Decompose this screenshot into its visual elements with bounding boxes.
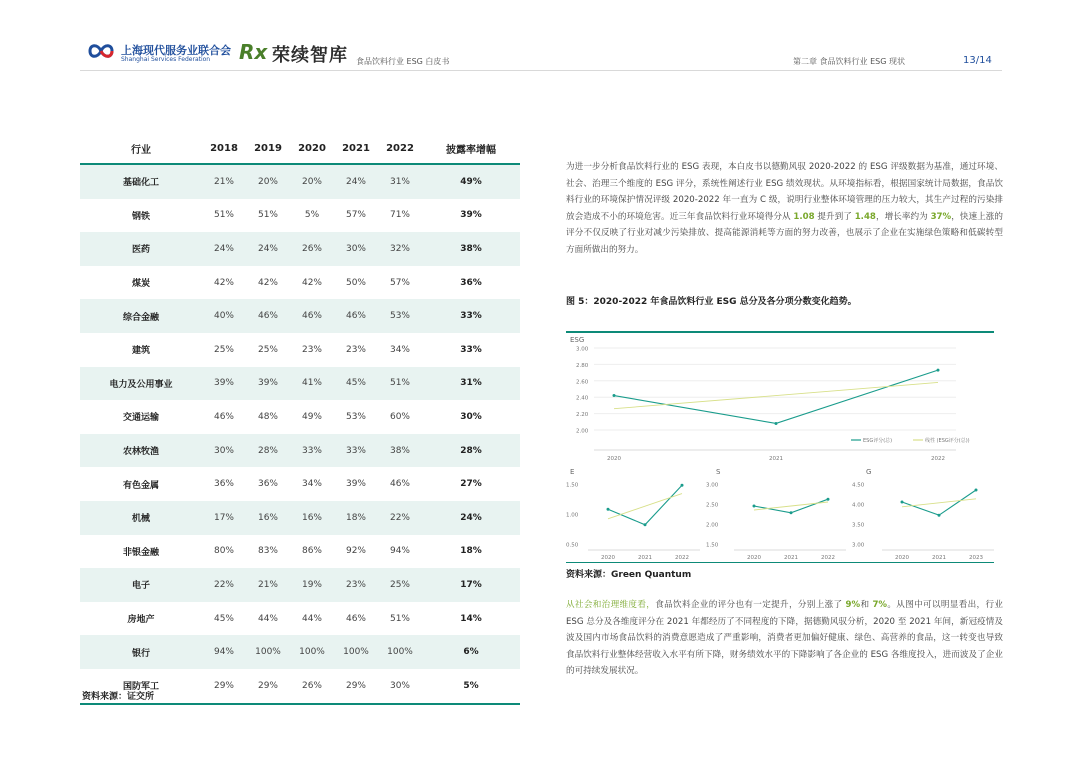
chart-0-y-tick-label: 2.80 — [576, 362, 589, 369]
industry-name: 电力及公用事业 — [80, 367, 202, 401]
disclosure-rate: 26% — [290, 232, 334, 266]
disclosure-rate: 94% — [389, 546, 410, 557]
disclosure-rate: 51% — [378, 367, 422, 401]
disclosure-increase: 39% — [460, 210, 482, 221]
disclosure-increase: 38% — [422, 232, 520, 266]
table-row — [80, 266, 520, 300]
p2-text-c: 。从图中可以明显看出，行业 ESG 总分及各维度评分在 2021 年都经历了不同程度的下降，据德勤风驭分析，2020 至 2021 年间，新冠疫情及波及国内市场食品饮料的消费意愿造成了严重影响，消费者更加偏好健康、绿色、高营养的食品，这一转变也导致食品饮料行业整体经营收入水平有所下降，财务绩效水平的下降影响了各企业的 ESG 各维度投入，进而波及了企业的可持续发展状况。 — [566, 600, 1003, 677]
chart-1-series-0-line — [608, 485, 682, 525]
chart-3-y-axis-label: G — [866, 468, 872, 476]
chart-1-y-axis-label: E — [570, 468, 575, 476]
chart-2-y-tick-label: 2.00 — [706, 522, 719, 529]
disclosure-increase: 31% — [422, 367, 520, 401]
esg-trend-charts — [566, 334, 994, 562]
figure-top-rule — [566, 331, 994, 333]
disclosure-rate: 40% — [202, 299, 246, 333]
industry-name: 煤炭 — [131, 279, 150, 290]
disclosure-rate: 42% — [213, 277, 234, 288]
p1-text-b: 提升到了 — [814, 211, 855, 222]
disclosure-rate: 51% — [257, 210, 278, 221]
disclosure-increase: 33% — [460, 344, 482, 355]
disclosure-rate: 51% — [389, 613, 410, 624]
disclosure-increase: 18% — [460, 546, 482, 557]
disclosure-increase: 28% — [422, 434, 520, 468]
chart-1-y-tick-label: 0.50 — [566, 542, 579, 549]
chart-2-x-tick-label: 2020 — [747, 555, 761, 561]
table-row — [80, 164, 520, 199]
page-number: 13/14 — [963, 55, 992, 66]
chart-0-y-tick-label: 2.20 — [576, 412, 589, 419]
disclosure-rate: 42% — [257, 277, 278, 288]
disclosure-rate: 71% — [389, 210, 410, 221]
table-header-4: 2021 — [334, 133, 378, 164]
disclosure-rate: 42% — [301, 277, 322, 288]
table-row — [80, 367, 520, 401]
disclosure-rate: 44% — [301, 613, 322, 624]
disclosure-rate: 46% — [213, 411, 234, 422]
chart-0-data-point — [937, 369, 940, 372]
disclosure-rate: 33% — [334, 434, 378, 468]
disclosure-increase: 33% — [422, 299, 520, 333]
disclosure-rate: 25% — [257, 344, 278, 355]
disclosure-rate: 22% — [202, 568, 246, 602]
table-row — [80, 199, 520, 233]
chart-3-x-tick-label: 2021 — [932, 555, 946, 561]
industry-name: 有色金属 — [122, 480, 159, 491]
chart-0-x-tick-label: 2020 — [607, 456, 621, 462]
chart-legend-label: 线性 (ESG评分(总)) — [925, 438, 970, 444]
disclosure-rate: 21% — [246, 568, 290, 602]
header-divider — [80, 70, 1002, 71]
disclosure-rate: 18% — [334, 501, 378, 535]
industry-name: 农林牧渔 — [80, 434, 202, 468]
disclosure-rate: 53% — [345, 411, 366, 422]
industry-name: 非银金融 — [122, 547, 159, 558]
disclosure-rate: 92% — [345, 546, 366, 557]
table-header-3: 2020 — [290, 133, 334, 164]
disclosure-increase: 5% — [422, 669, 520, 704]
chart-0-y-axis-label: ESG — [570, 336, 585, 344]
chart-2-x-tick-label: 2021 — [784, 555, 798, 561]
industry-name: 医药 — [80, 232, 202, 266]
table-row — [80, 434, 520, 468]
industry-name: 电子 — [80, 568, 202, 602]
chart-2-y-tick-label: 2.50 — [706, 502, 719, 509]
disclosure-rate: 100% — [246, 635, 290, 669]
chart-2-series-1-line — [754, 502, 828, 510]
org-name-en: Shanghai Services Federation — [121, 56, 211, 63]
paragraph-environment — [566, 159, 1003, 259]
chart-0-y-tick-label: 2.00 — [576, 428, 589, 435]
disclosure-rate: 34% — [389, 344, 410, 355]
table-row — [80, 232, 520, 266]
p1-text-a: 为进一步分析食品饮料行业的 ESG 表现，本白皮书以德勤风驭 2020-2022 的 ESG 评级数据为基准，通过环境、社会、治理三个维度的 ESG 评分，系统性阐述行业 ESG 绩效现状。从环境指标看，根据国家统计局数据，食品饮料行业的环境保护情况评级 2020-2022 年一直为 C 级，说明行业整体环境管理的压力较大，其生产过程的污染排放会造成不小的环境危害。近三年食品饮料行业环境得分从 — [566, 162, 1003, 222]
shanghai-services-federation-logo-icon — [86, 40, 116, 62]
disclosure-rate: 30% — [334, 232, 378, 266]
disclosure-rate: 24% — [246, 232, 290, 266]
chart-3-series-1-line — [902, 499, 976, 507]
disclosure-rate: 46% — [345, 613, 366, 624]
p2-text-a: 食品饮料企业的评分也有一定提升，分别上涨了 — [655, 600, 846, 610]
table-header-1: 2018 — [202, 133, 246, 164]
disclosure-rate: 39% — [202, 367, 246, 401]
chart-3-y-tick-label: 4.00 — [852, 502, 865, 509]
disclosure-rate: 29% — [246, 669, 290, 704]
chart-1-data-point — [607, 508, 610, 511]
disclosure-rate: 24% — [202, 232, 246, 266]
disclosure-rate: 26% — [290, 669, 334, 704]
disclosure-rate: 23% — [345, 344, 366, 355]
disclosure-rate: 20% — [290, 164, 334, 199]
table-header-0: 行业 — [80, 133, 202, 164]
chart-1-y-tick-label: 1.00 — [566, 512, 579, 519]
p2-text-b: 和 — [860, 600, 873, 610]
table-row — [80, 501, 520, 535]
disclosure-rate: 28% — [246, 434, 290, 468]
chart-2-y-axis-label: S — [716, 468, 721, 476]
chart-3-x-tick-label: 2020 — [895, 555, 909, 561]
industry-name: 建筑 — [131, 346, 150, 357]
chart-1-y-tick-label: 1.50 — [566, 482, 579, 489]
chart-2-x-tick-label: 2022 — [821, 555, 835, 561]
disclosure-rate: 49% — [301, 411, 322, 422]
p1-text-d: ，快速上涨的评分不仅反映了行业对减少污染排放、提高能源消耗等方面的努力改善，也展示了企业在实施绿色策略和低碳转型方面所做出的努力。 — [566, 211, 1003, 255]
table-row — [80, 400, 520, 434]
chart-0-x-tick-label: 2022 — [931, 456, 945, 462]
disclosure-rate: 46% — [246, 299, 290, 333]
figure-bottom-rule — [566, 562, 994, 563]
chart-3-x-tick-label: 2023 — [969, 555, 983, 561]
industry-name: 机械 — [80, 501, 202, 535]
disclosure-rate: 16% — [246, 501, 290, 535]
disclosure-rate: 29% — [334, 669, 378, 704]
disclosure-rate: 46% — [290, 299, 334, 333]
chart-0-data-point — [613, 394, 616, 397]
table-row — [80, 635, 520, 669]
disclosure-rate: 57% — [345, 210, 366, 221]
chart-1-x-tick-label: 2021 — [638, 555, 652, 561]
disclosure-rate: 50% — [345, 277, 366, 288]
chart-2-data-point — [790, 511, 793, 514]
disclosure-rate: 20% — [246, 164, 290, 199]
disclosure-rate: 25% — [378, 568, 422, 602]
disclosure-rate: 31% — [378, 164, 422, 199]
disclosure-increase: 14% — [460, 613, 482, 624]
chart-3-y-tick-label: 3.50 — [852, 522, 865, 529]
table-header-2: 2019 — [246, 133, 290, 164]
disclosure-rate: 44% — [257, 613, 278, 624]
chart-0-y-tick-label: 3.00 — [576, 346, 589, 353]
disclosure-rate: 25% — [213, 344, 234, 355]
chart-1-data-point — [681, 484, 684, 487]
disclosure-rate: 100% — [290, 635, 334, 669]
industry-name: 交通运输 — [122, 413, 159, 424]
industry-name: 国防军工 — [80, 669, 202, 704]
disclosure-rate: 100% — [334, 635, 378, 669]
disclosure-rate: 19% — [290, 568, 334, 602]
disclosure-rate: 36% — [213, 479, 234, 490]
chart-3-data-point — [938, 514, 941, 517]
industry-name: 综合金融 — [80, 299, 202, 333]
table-row — [80, 299, 520, 333]
industry-name: 基础化工 — [80, 164, 202, 199]
disclosure-increase: 49% — [422, 164, 520, 199]
disclosure-rate: 86% — [301, 546, 322, 557]
chart-0-series-1-line — [614, 382, 938, 408]
disclosure-rate: 51% — [213, 210, 234, 221]
disclosure-rate: 39% — [246, 367, 290, 401]
table-header-5: 2022 — [378, 133, 422, 164]
chart-3-y-tick-label: 3.00 — [852, 542, 865, 549]
table-source: 资料来源：证交所 — [82, 692, 155, 702]
disclosure-rate: 16% — [290, 501, 334, 535]
disclosure-rate: 22% — [378, 501, 422, 535]
disclosure-rate: 45% — [213, 613, 234, 624]
disclosure-rate: 94% — [202, 635, 246, 669]
disclosure-rate: 48% — [257, 411, 278, 422]
p2-lead: 从社会和治理维度看， — [566, 600, 656, 610]
chart-1-x-tick-label: 2020 — [601, 555, 615, 561]
figure-title: 图 5：2020-2022 年食品饮料行业 ESG 总分及各分项分数变化趋势。 — [566, 297, 857, 307]
chart-3-data-point — [975, 489, 978, 492]
disclosure-increase: 24% — [422, 501, 520, 535]
table-row — [80, 467, 520, 501]
chapter-title: 第二章 食品饮料行业 ESG 现状 — [793, 57, 905, 66]
chart-0-y-tick-label: 2.40 — [576, 395, 589, 402]
disclosure-increase: 6% — [422, 635, 520, 669]
disclosure-rate: 45% — [334, 367, 378, 401]
disclosure-rate: 17% — [202, 501, 246, 535]
p1-value-start: 1.08 — [793, 211, 815, 222]
disclosure-rate: 39% — [345, 479, 366, 490]
disclosure-increase: 17% — [422, 568, 520, 602]
chart-3-y-tick-label: 4.50 — [852, 482, 865, 489]
disclosure-increase: 27% — [460, 479, 482, 490]
figure-source: 资料来源：Green Quantum — [566, 570, 692, 580]
disclosure-rate: 34% — [301, 479, 322, 490]
chart-2-data-point — [827, 498, 830, 501]
disclosure-rate: 30% — [202, 434, 246, 468]
brand-logo-mark-text: Rx — [239, 40, 268, 64]
chart-2-y-tick-label: 1.50 — [706, 542, 719, 549]
p1-value-end: 1.48 — [854, 211, 876, 222]
p1-growth-rate: 37% — [930, 211, 952, 222]
disclosure-rate: 21% — [202, 164, 246, 199]
chart-3-data-point — [901, 501, 904, 504]
disclosure-rate: 38% — [378, 434, 422, 468]
disclosure-rate: 33% — [290, 434, 334, 468]
org-name-cn: 上海现代服务业联合会 — [121, 44, 231, 57]
disclosure-rate: 23% — [301, 344, 322, 355]
disclosure-rate: 41% — [290, 367, 334, 401]
disclosure-rate: 5% — [304, 210, 320, 221]
industry-name: 房地产 — [127, 615, 155, 626]
p2-social-rise: 9% — [845, 600, 861, 610]
disclosure-rate: 24% — [334, 164, 378, 199]
disclosure-rate: 53% — [378, 299, 422, 333]
brand-name: 荣续智库 — [272, 45, 348, 66]
disclosure-rate: 83% — [257, 546, 278, 557]
disclosure-increase: 36% — [460, 277, 482, 288]
disclosure-rate: 23% — [334, 568, 378, 602]
table-row — [80, 602, 520, 636]
chart-1-x-tick-label: 2022 — [675, 555, 689, 561]
industry-disclosure-table — [80, 133, 520, 705]
paragraph-social-governance — [566, 597, 1003, 680]
table-row — [80, 568, 520, 602]
disclosure-rate: 32% — [378, 232, 422, 266]
industry-name: 钢铁 — [131, 211, 150, 222]
disclosure-rate: 100% — [378, 635, 422, 669]
disclosure-rate: 30% — [378, 669, 422, 704]
disclosure-rate: 46% — [389, 479, 410, 490]
chart-2-data-point — [753, 505, 756, 508]
chart-0-x-tick-label: 2021 — [769, 456, 783, 462]
disclosure-rate: 46% — [334, 299, 378, 333]
brand-logo-mark — [238, 38, 268, 64]
chart-0-y-tick-label: 2.60 — [576, 379, 589, 386]
table-row — [80, 535, 520, 569]
p2-governance-rise: 7% — [872, 600, 888, 610]
chart-1-series-1-line — [608, 494, 682, 519]
p1-text-c: ，增长率约为 — [875, 211, 931, 222]
industry-name: 银行 — [80, 635, 202, 669]
disclosure-rate: 80% — [213, 546, 234, 557]
table-row — [80, 333, 520, 367]
disclosure-rate: 57% — [389, 277, 410, 288]
chart-legend-label: ESG评分(总) — [863, 438, 893, 444]
disclosure-rate: 36% — [257, 479, 278, 490]
chart-0-data-point — [775, 422, 778, 425]
chart-1-data-point — [644, 523, 647, 526]
document-title: 食品饮料行业 ESG 白皮书 — [356, 57, 450, 66]
disclosure-rate: 60% — [389, 411, 410, 422]
chart-2-y-tick-label: 3.00 — [706, 482, 719, 489]
disclosure-rate: 29% — [202, 669, 246, 704]
disclosure-increase: 30% — [460, 411, 482, 422]
table-header-6: 披露率增幅 — [422, 133, 520, 164]
